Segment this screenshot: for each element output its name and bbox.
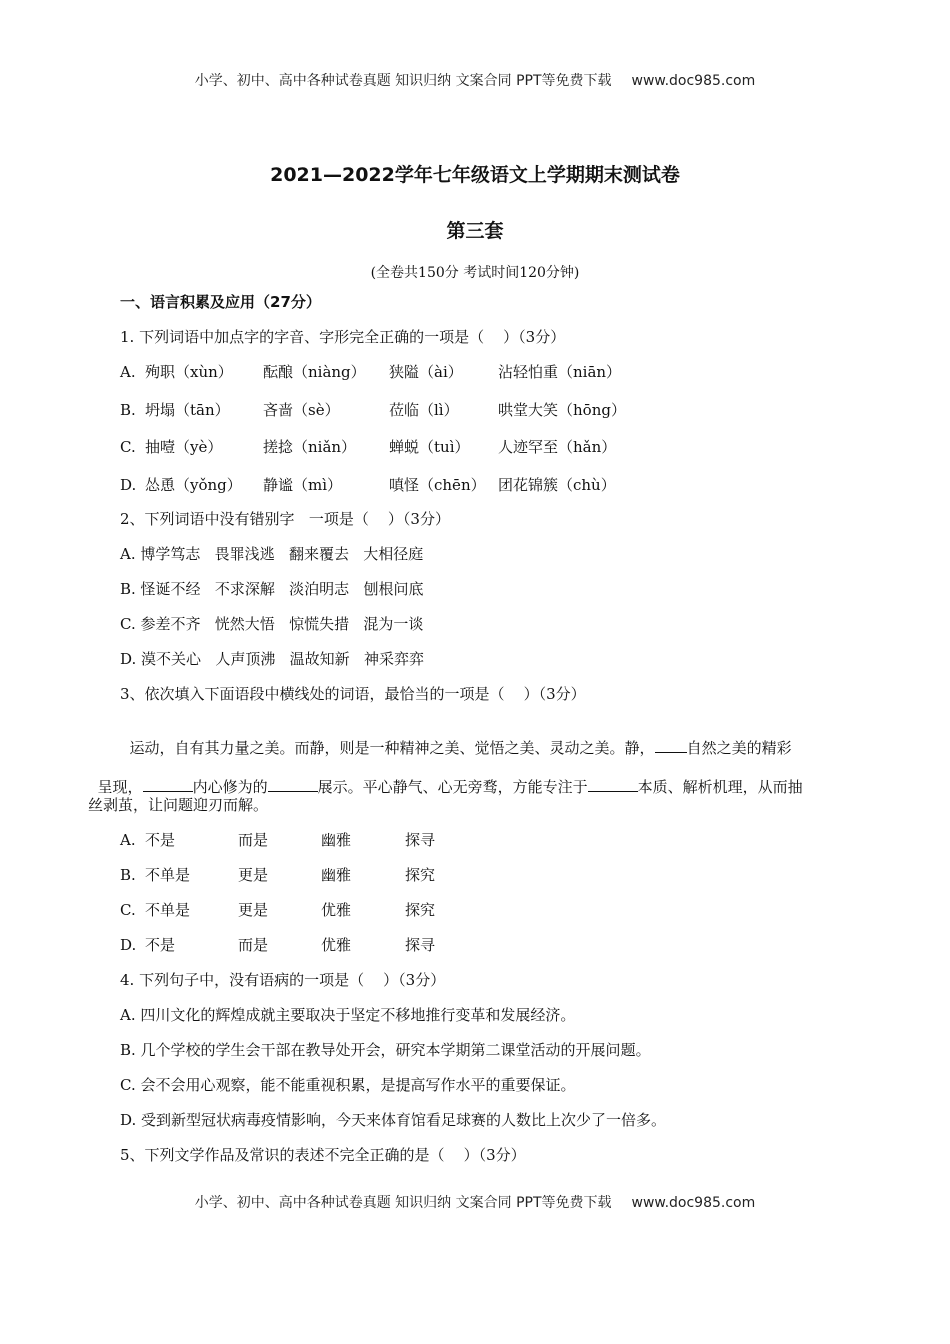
question-3-passage-line-2	[88, 757, 803, 797]
page-header	[0, 70, 950, 90]
question-2-stem: 2、下列词语中没有错别字 一项是（ ）（3分）	[120, 510, 450, 528]
question-3-stem: 3、依次填入下面语段中横线处的词语，最恰当的一项是（ ）（3分）	[120, 685, 586, 703]
fill-blank-2	[143, 777, 193, 792]
question-4-option-a: A. 四川文化的辉煌成就主要取决于坚定不移地推行变革和发展经济。	[120, 1006, 576, 1024]
question-1-stem: 1. 下列词语中加点字的字音、字形完全正确的一项是（ ）（3分）	[120, 328, 566, 346]
q3-option-row-0-cell-3: 幽雅	[321, 831, 352, 849]
q3-option-row-2-cell-0: C.	[120, 901, 136, 919]
question-4-option-b: B. 几个学校的学生会干部在教导处开会，研究本学期第二课堂活动的开展问题。	[120, 1041, 651, 1059]
section-heading: 一、语言积累及应用（27分）	[120, 293, 321, 311]
q3-option-row-1-cell-4: 探究	[405, 866, 436, 884]
passage-text: 自然之美的精彩	[686, 739, 792, 757]
question-2-option-b: B. 怪诞不经 不求深解 淡泊明志 刨根问底	[120, 580, 424, 598]
exam-subtitle: 第三套	[446, 220, 504, 242]
q1-option-row-0-cell-0: A.	[120, 363, 136, 381]
question-2-option-c: C. 参差不齐 恍然大悟 惊慌失措 混为一谈	[120, 615, 424, 633]
q3-option-row-2-cell-2: 更是	[238, 901, 269, 919]
passage-text: 内心修为的	[192, 778, 268, 796]
q1-option-row-3-cell-0: D.	[120, 475, 137, 494]
fill-blank-1	[655, 738, 687, 753]
passage-text: 呈现，	[97, 778, 143, 796]
q1-option-row-2-cell-0: C.	[120, 438, 136, 456]
exam-title: 2021—2022学年七年级语文上学期期末测试卷	[270, 164, 680, 186]
question-5-stem: 5、下列文学作品及常识的表述不完全正确的是（ ）（3分）	[120, 1146, 526, 1164]
q3-option-row-3-cell-4: 探寻	[405, 936, 436, 954]
q1-option-row-0-cell-2: 酝酿（niàng）	[263, 363, 366, 381]
q3-option-row-0-cell-1: 不是	[145, 831, 176, 849]
q1-option-row-2-cell-3: 蝉蜕（tuì）	[389, 438, 470, 456]
q3-option-row-0-cell-4: 探寻	[405, 831, 436, 849]
exam-note: (全卷共150分 考试时间120分钟)	[370, 265, 580, 281]
q3-option-row-1-cell-3: 幽雅	[321, 866, 352, 884]
question-3-passage-line-3: 丝剥茧，让问题迎刃而解。	[88, 796, 269, 814]
q3-option-row-0-cell-2: 而是	[238, 831, 269, 849]
q1-option-row-2-cell-2: 搓捻（niǎn）	[263, 438, 357, 456]
question-4-option-d: D. 受到新型冠状病毒疫情影响，今天来体育馆看足球赛的人数比上次少了一倍多。	[120, 1111, 667, 1129]
q1-option-row-1-cell-3: 莅临（lì）	[389, 400, 459, 419]
passage-text: 展示。平心静气、心无旁骛，方能专注于	[317, 778, 588, 796]
q3-option-row-1-cell-1: 不单是	[145, 866, 191, 884]
fill-blank-3	[268, 777, 318, 792]
q3-option-row-3-cell-2: 而是	[238, 936, 269, 954]
fill-blank-4	[588, 777, 638, 792]
q3-option-row-3-cell-0: D.	[120, 936, 137, 954]
q1-option-row-1-cell-0: B.	[120, 400, 136, 419]
question-3-passage-line-1	[120, 718, 792, 758]
header-site-link[interactable]: www.doc985.com	[631, 73, 756, 89]
question-4-stem: 4. 下列句子中，没有语病的一项是（ ）（3分）	[120, 971, 446, 989]
q3-option-row-1-cell-0: B.	[120, 866, 136, 884]
q1-option-row-1-cell-2: 吝啬（sè）	[263, 400, 340, 419]
q1-option-row-0-cell-4: 沾轻怕重（niān）	[498, 363, 622, 381]
q3-option-row-2-cell-1: 不单是	[145, 901, 191, 919]
q1-option-row-1-cell-4: 哄堂大笑（hōng）	[498, 400, 626, 419]
q1-option-row-3-cell-3: 嗔怪（chēn）	[389, 475, 486, 494]
q3-option-row-0-cell-0: A.	[120, 831, 136, 849]
question-2-option-a: A. 博学笃志 畏罪浅逃 翻来覆去 大相径庭	[120, 545, 424, 563]
q1-option-row-2-cell-4: 人迹罕至（hǎn）	[498, 438, 617, 456]
footer-site-link[interactable]: www.doc985.com	[631, 1195, 756, 1211]
passage-text: 本质、解析机理，从而抽	[637, 778, 803, 796]
q1-option-row-3-cell-2: 静谧（mì）	[263, 475, 343, 494]
question-2-option-d: D. 漠不关心 人声顶沸 温故知新 神采弈弈	[120, 650, 424, 668]
q1-option-row-0-cell-3: 狭隘（ài）	[389, 363, 463, 381]
q1-option-row-2-cell-1: 抽噎（yè）	[145, 438, 223, 456]
q3-option-row-2-cell-3: 优雅	[321, 901, 352, 919]
footer-text: 小学、初中、高中各种试卷真题 知识归纳 文案合同 PPT等免费下载	[194, 1195, 612, 1211]
q3-option-row-3-cell-3: 优雅	[321, 936, 352, 954]
q3-option-row-3-cell-1: 不是	[145, 936, 176, 954]
page-footer	[0, 1192, 950, 1212]
q3-option-row-1-cell-2: 更是	[238, 866, 269, 884]
header-text: 小学、初中、高中各种试卷真题 知识归纳 文案合同 PPT等免费下载	[194, 73, 612, 89]
question-4-option-c: C. 会不会用心观察，能不能重视积累，是提高写作水平的重要保证。	[120, 1076, 576, 1094]
q3-option-row-2-cell-4: 探究	[405, 901, 436, 919]
passage-text: 运动，自有其力量之美。而静，则是一种精神之美、觉悟之美、灵动之美。静，	[129, 739, 655, 757]
q1-option-row-3-cell-4: 团花锦簇（chù）	[498, 475, 616, 494]
q1-option-row-0-cell-1: 殉职（xùn）	[145, 363, 233, 381]
q1-option-row-1-cell-1: 坍塌（tān）	[145, 400, 230, 419]
q1-option-row-3-cell-1: 怂恿（yǒng）	[145, 475, 242, 494]
